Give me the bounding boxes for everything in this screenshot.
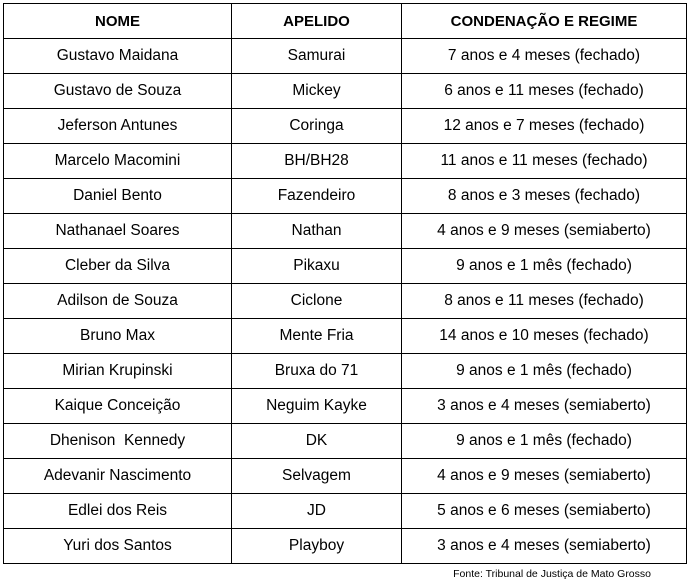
cell-nickname: BH/BH28 xyxy=(232,144,402,179)
cell-sentence: 6 anos e 11 meses (fechado) xyxy=(402,74,687,109)
cell-sentence: 5 anos e 6 meses (semiaberto) xyxy=(402,494,687,529)
cell-sentence: 4 anos e 9 meses (semiaberto) xyxy=(402,214,687,249)
cell-name: Daniel Bento xyxy=(4,179,232,214)
cell-nickname: Coringa xyxy=(232,109,402,144)
table-row xyxy=(4,494,687,529)
header-nickname: APELIDO xyxy=(232,4,402,39)
table-row xyxy=(4,144,687,179)
table-row xyxy=(4,354,687,389)
cell-sentence: 9 anos e 1 mês (fechado) xyxy=(402,354,687,389)
table-row xyxy=(4,39,687,74)
cell-name: Marcelo Macomini xyxy=(4,144,232,179)
cell-name: Dhenison Kennedy xyxy=(4,424,232,459)
table-row xyxy=(4,389,687,424)
header-row xyxy=(4,4,687,39)
cell-sentence: 8 anos e 11 meses (fechado) xyxy=(402,284,687,319)
cell-name: Jeferson Antunes xyxy=(4,109,232,144)
cell-nickname: Nathan xyxy=(232,214,402,249)
cell-sentence: 8 anos e 3 meses (fechado) xyxy=(402,179,687,214)
table-row xyxy=(4,284,687,319)
table-row xyxy=(4,459,687,494)
table-body xyxy=(4,39,687,564)
cell-sentence: 9 anos e 1 mês (fechado) xyxy=(402,249,687,284)
cell-name: Gustavo de Souza xyxy=(4,74,232,109)
cell-name: Nathanael Soares xyxy=(4,214,232,249)
cell-name: Adilson de Souza xyxy=(4,284,232,319)
cell-nickname: Samurai xyxy=(232,39,402,74)
cell-name: Gustavo Maidana xyxy=(4,39,232,74)
cell-nickname: Bruxa do 71 xyxy=(232,354,402,389)
cell-name: Yuri dos Santos xyxy=(4,529,232,564)
cell-nickname: Mente Fria xyxy=(232,319,402,354)
cell-nickname: Neguim Kayke xyxy=(232,389,402,424)
cell-name: Edlei dos Reis xyxy=(4,494,232,529)
cell-sentence: 12 anos e 7 meses (fechado) xyxy=(402,109,687,144)
sentences-table xyxy=(3,3,687,564)
cell-sentence: 3 anos e 4 meses (semiaberto) xyxy=(402,529,687,564)
cell-nickname: Playboy xyxy=(232,529,402,564)
cell-sentence: 9 anos e 1 mês (fechado) xyxy=(402,424,687,459)
cell-nickname: Pikaxu xyxy=(232,249,402,284)
table-row xyxy=(4,249,687,284)
cell-nickname: Fazendeiro xyxy=(232,179,402,214)
table-row xyxy=(4,214,687,249)
cell-sentence: 4 anos e 9 meses (semiaberto) xyxy=(402,459,687,494)
table-row xyxy=(4,529,687,564)
header-sentence: CONDENAÇÃO E REGIME xyxy=(402,4,687,39)
cell-name: Kaique Conceição xyxy=(4,389,232,424)
cell-sentence: 11 anos e 11 meses (fechado) xyxy=(402,144,687,179)
cell-sentence: 3 anos e 4 meses (semiaberto) xyxy=(402,389,687,424)
cell-nickname: Ciclone xyxy=(232,284,402,319)
cell-name: Cleber da Silva xyxy=(4,249,232,284)
table-row xyxy=(4,109,687,144)
source-caption: Fonte: Tribunal de Justiça de Mato Grosso xyxy=(453,568,651,580)
cell-sentence: 7 anos e 4 meses (fechado) xyxy=(402,39,687,74)
cell-sentence: 14 anos e 10 meses (fechado) xyxy=(402,319,687,354)
cell-nickname: JD xyxy=(232,494,402,529)
cell-nickname: DK xyxy=(232,424,402,459)
cell-name: Bruno Max xyxy=(4,319,232,354)
table-row xyxy=(4,424,687,459)
table-row xyxy=(4,179,687,214)
cell-nickname: Mickey xyxy=(232,74,402,109)
table-row xyxy=(4,319,687,354)
table-row xyxy=(4,74,687,109)
header-name: NOME xyxy=(4,4,232,39)
cell-name: Mirian Krupinski xyxy=(4,354,232,389)
cell-nickname: Selvagem xyxy=(232,459,402,494)
table-header xyxy=(4,4,687,39)
cell-name: Adevanir Nascimento xyxy=(4,459,232,494)
